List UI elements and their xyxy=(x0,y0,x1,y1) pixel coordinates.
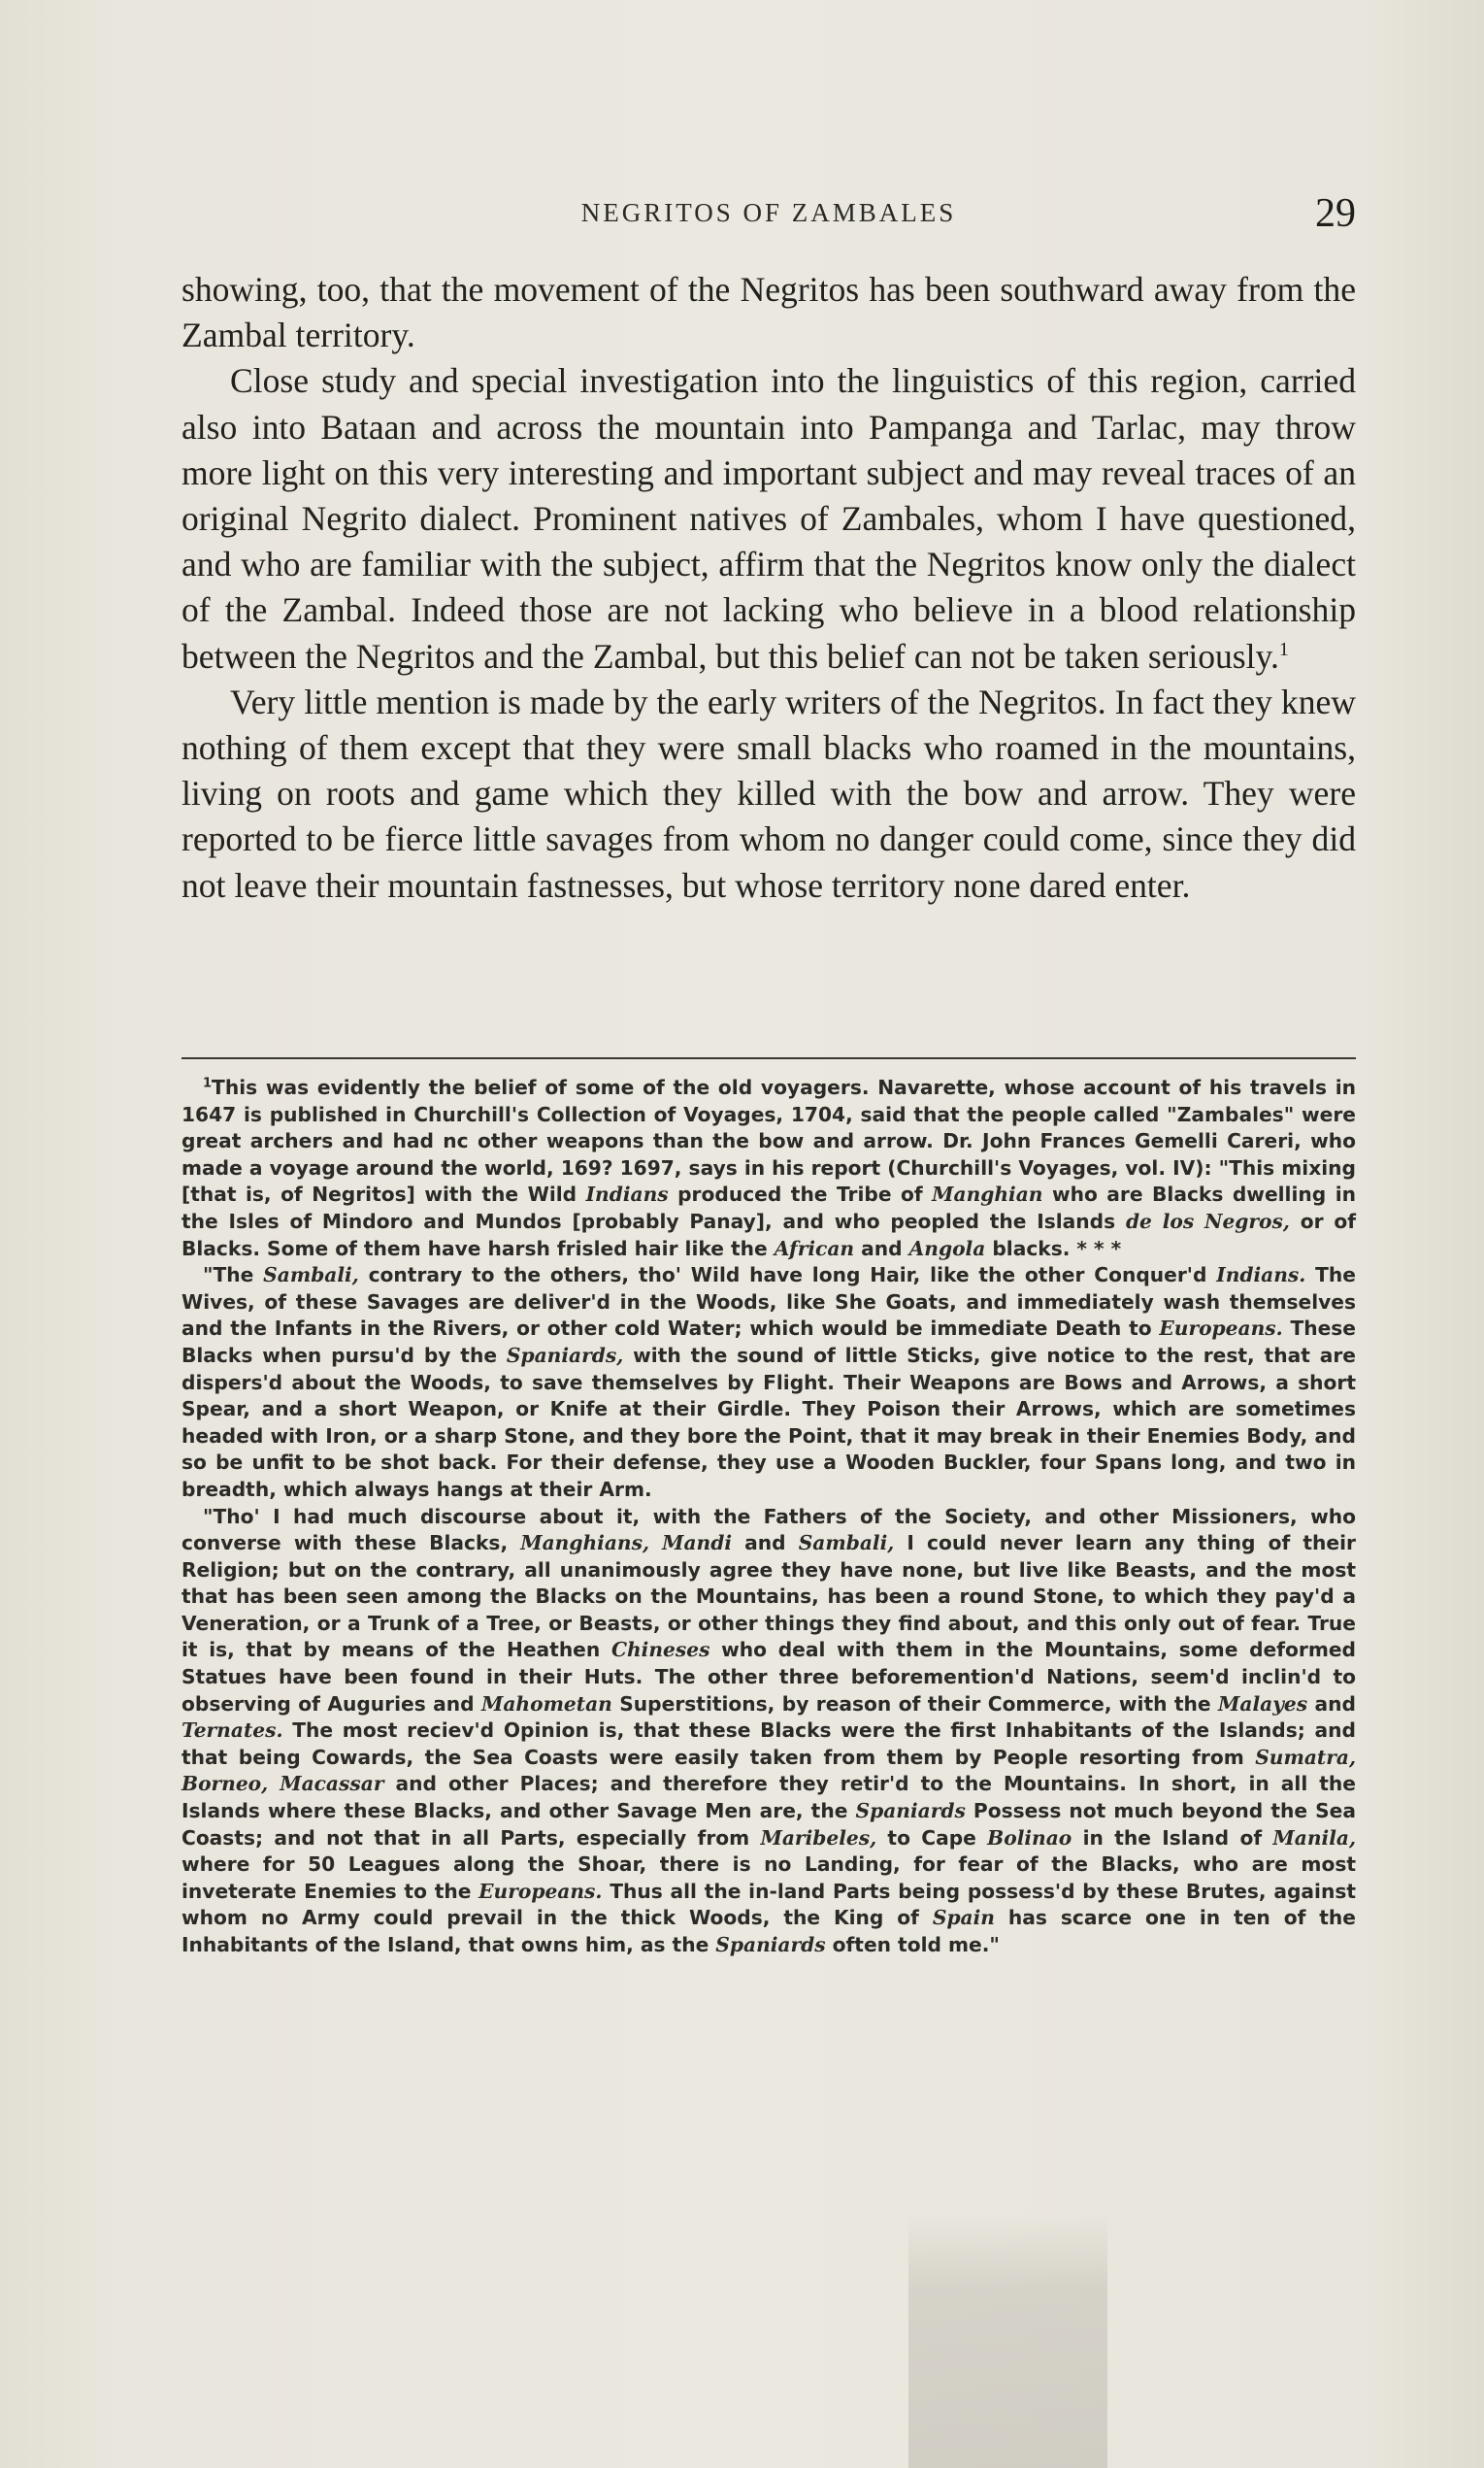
footnote-text: or of Blacks. Some of them have harsh frisled hair like the xyxy=(181,1209,1356,1260)
paragraph-2-text: Close study and special investigation into the linguistics of this region, carried also into Bataan and across the mountain into Pampanga and Tarlac, may throw more light on this very interesting and important subject and may reveal traces of an original Negrito dialect. Prominent natives of Zambales, whom I have questioned, and who are familiar with the subject, affirm that the Negritos know only the dialect of the Zambal. Indeed those are not lacking who believe in a blood relationship between the Negritos and the Zambal, but this belief can not be taken seriously. xyxy=(181,361,1356,676)
paragraph-2 xyxy=(181,358,1356,679)
footnote-italic: Angola xyxy=(908,1236,986,1260)
footnote-text: and xyxy=(731,1531,799,1555)
scan-shadow xyxy=(908,2214,1107,2468)
footnote-text: Thus all the in-land Parts being possess'd by these Brutes, against whom no Army could prevail in the thick Woods, the King of xyxy=(181,1879,1356,1930)
footnote-italic: Sumatra, Borneo, Macassar xyxy=(181,1745,1356,1796)
footnote-text: "Tho' I had much discourse about it, with the Fathers of the Society, and other Missioners, who converse with these Blacks, xyxy=(181,1504,1356,1555)
paragraph-1: showing, too, that the movement of the Negritos has been southward away from the Zambal territory. xyxy=(181,270,1356,355)
footnote-text: and other Places; and therefore they retir'd to the Mountains. In short, in all the Islands where these Blacks, and other Savage Men are, the xyxy=(181,1772,1356,1823)
footnote-text: where for 50 Leagues along the Shoar, there is no Landing, for fear of the Blacks, who are most inveterate Enemies to the xyxy=(181,1852,1356,1903)
footnotes xyxy=(181,1075,1356,1959)
footnote-italic: Spaniards xyxy=(715,1933,826,1956)
footnote-text: often told me." xyxy=(825,1933,1000,1956)
footnote-text: These Blacks when pursu'd by the xyxy=(181,1317,1356,1367)
footnote-1 xyxy=(181,1075,1356,1262)
footnote-italic: Europeans. xyxy=(478,1879,603,1903)
page-number: 29 xyxy=(1315,191,1356,236)
main-text xyxy=(181,267,1356,909)
footnote-text: and xyxy=(854,1236,909,1260)
footnote-italic: Malayes xyxy=(1218,1691,1308,1716)
footnote-italic: de los Negros, xyxy=(1125,1209,1290,1233)
running-head: NEGRITOS OF ZAMBALES xyxy=(580,198,957,227)
footnote-text: in the Island of xyxy=(1072,1825,1273,1850)
footnote-text: The most reciev'd Opinion is, that these Blacks were the first Inhabitants of the Islands; and that being Cowards, the Sea Coasts were easily taken from them by People resorting from xyxy=(181,1718,1356,1769)
footnote-text: with the sound of little Sticks, give notice to the rest, that are dispers'd about the Woods, to save themselves by Flight. Their Weapons are Bows and Arrows, a short Spear, and a short Weapon, or Knife at their Girdle. They Poison their Arrows, which are sometimes headed with Iron, or a sharp Stone, and they bore the Point, that it may break in their Enemies Body, and so be unfit to be shot back. For their defense, they use a Wooden Buckler, four Spans long, and two in breadth, which always hangs at their Arm. xyxy=(181,1343,1356,1501)
footnote-italic: Europeans. xyxy=(1159,1317,1283,1341)
footnote-quote-2 xyxy=(181,1504,1356,1959)
footnote-italic: Manghian xyxy=(932,1183,1043,1207)
footnote-italic: Sambali, xyxy=(798,1531,895,1555)
footnote-italic: Spaniards xyxy=(855,1799,966,1823)
footnote-text: who are Blacks dwelling in the Isles of Mindoro and Mundos [probably Panay], and who peopled the Islands xyxy=(181,1183,1356,1233)
footnote-italic: Mahometan xyxy=(481,1691,612,1716)
footnote-italic: Manghians, Mandi xyxy=(520,1531,732,1555)
footnote-text: Superstitions, by reason of their Commerce, with the xyxy=(611,1691,1219,1716)
page-header xyxy=(181,192,1356,241)
footnote-text: produced the Tribe of xyxy=(668,1183,933,1207)
footnote-italic: Chineses xyxy=(610,1638,710,1662)
footnote-italic: Ternates. xyxy=(181,1718,283,1743)
footnote-text: I could never learn any thing of their Religion; but on the contrary, all unanimously agree they have none, but live like Beasts, and the most that has been seen among the Blacks on the Mountains, has been a round Stone, to which they pay'd a Veneration, or a Trunk of a Tree, or Beasts, or other things they find about, and this only out of fear. True it is, that by means of the Heathen xyxy=(181,1531,1356,1662)
footnote-italic: Manila, xyxy=(1272,1825,1356,1850)
footnote-text: This was evidently the belief of some of the old voyagers. Navarette, whose account of his travels in 1647 is published in Churchill's Collection of Voyages, 1704, said that the people called "Zambales" were great archers and had nc other weapons than the bow and arrow. Dr. John Frances Gemelli Careri, who made a voyage around the world, 169? 1697, says in his report (Churchill's Voyages, vol. IV): "This mixing [that is, of Negritos] with the Wild xyxy=(181,1076,1356,1207)
footnote-italic: Indians. xyxy=(1216,1263,1306,1287)
footnote-text: has scarce one in ten of the Inhabitants of the Island, that owns him, as the xyxy=(181,1906,1356,1956)
footnote-italic: Bolinao xyxy=(987,1825,1072,1850)
footnote-text: "The xyxy=(203,1263,264,1287)
paragraph-3: Very little mention is made by the early writers of the Negritos. In fact they knew nothing of them except that they were small blacks who roamed in the mountains, living on roots and game which they killed with the bow and arrow. They were reported to be fierce little savages from whom no danger could come, since they did not leave their mountain fastnesses, but whose territory none dared enter. xyxy=(181,682,1356,905)
footnote-italic: Spaniards, xyxy=(506,1343,624,1367)
footnote-text: The Wives, of these Savages are deliver'd in the Woods, like She Goats, and immediately wash themselves and the Infants in the Rivers, or other cold Water; which would be immediate Death to xyxy=(181,1263,1356,1341)
footnote-italic: Indians xyxy=(585,1183,669,1207)
footnote-text: contrary to the others, tho' Wild have long Hair, like the other Conquer'd xyxy=(358,1263,1217,1287)
footnote-quote-1 xyxy=(181,1262,1356,1503)
footnote-divider xyxy=(181,1057,1356,1059)
footnote-text: blacks. * * * xyxy=(985,1236,1122,1260)
footnote-text: to Cape xyxy=(876,1825,988,1850)
footnote-italic: Spain xyxy=(932,1906,995,1930)
footnote-italic: African xyxy=(774,1236,855,1260)
footnote-text: Possess not much beyond the Sea Coasts; and not that in all Parts, especially from xyxy=(181,1799,1356,1850)
footnote-italic: Sambali, xyxy=(263,1263,359,1287)
footnote-marker: 1 xyxy=(203,1076,213,1091)
footnote-text: and xyxy=(1307,1691,1356,1716)
footnote-text: who deal with them in the Mountains, some deformed Statues have been found in their Huts. The other three beforemention'd Nations, seem'd inclin'd to observing of Auguries and xyxy=(181,1638,1356,1716)
footnote-reference: 1 xyxy=(1278,638,1289,660)
footnote-italic: Maribeles, xyxy=(760,1825,877,1850)
